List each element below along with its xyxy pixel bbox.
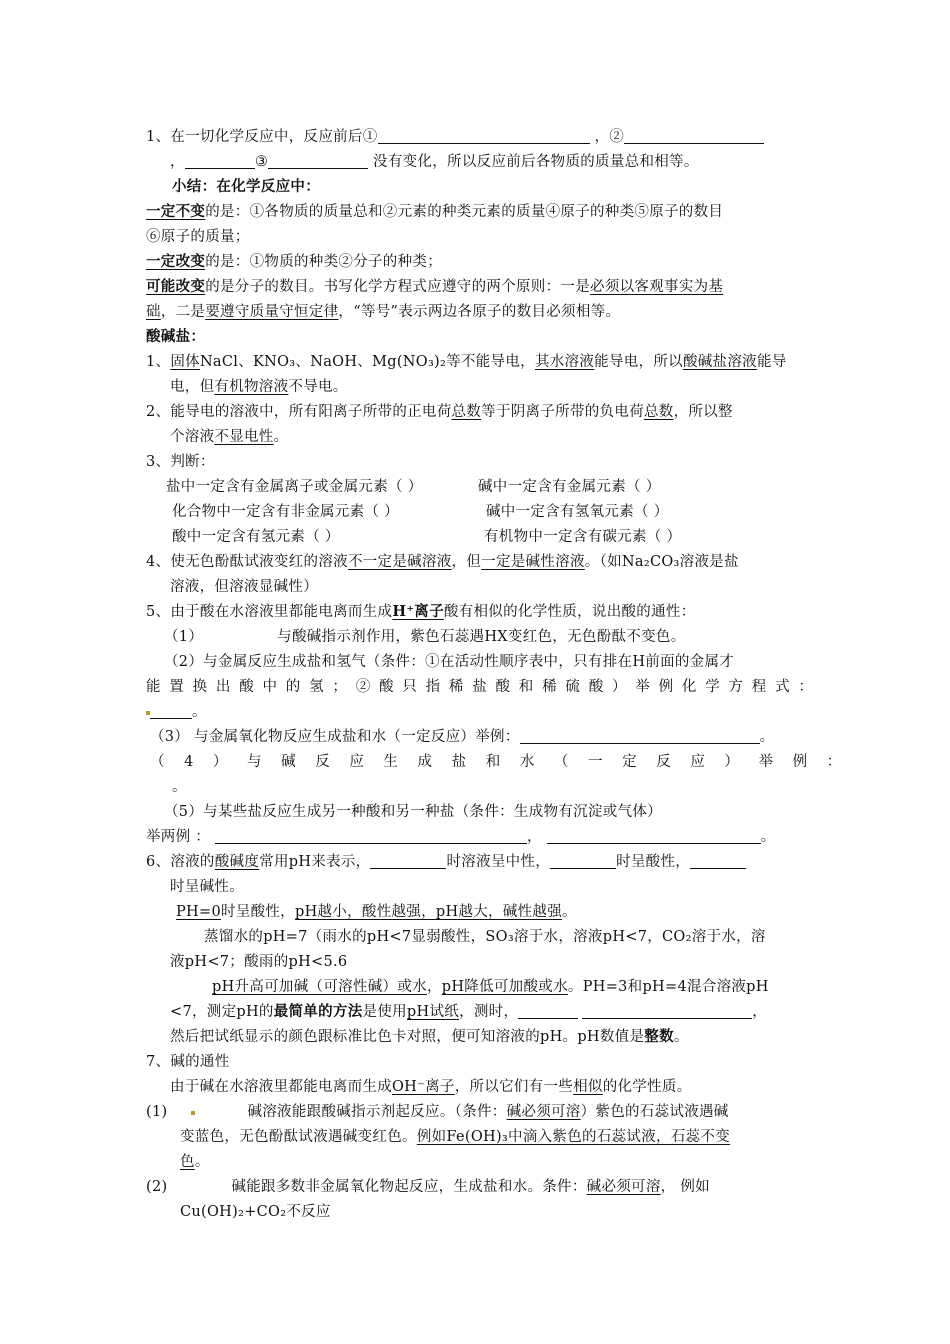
text: ， 例如 bbox=[660, 1179, 710, 1195]
item-7-1c bbox=[180, 1152, 210, 1172]
item-1 bbox=[146, 352, 787, 372]
underlined-text: 酸碱盐溶液 bbox=[682, 354, 757, 370]
text: （3） 与金属氧化物反应生成盐和水（一定反应）举例： bbox=[150, 729, 520, 745]
text: 。（如Na₂CO₃溶液是盐 bbox=[584, 554, 739, 570]
judgement-2b: 碱中一定含有氢氧元素（ ） bbox=[486, 504, 669, 520]
mark-dot bbox=[191, 1111, 195, 1115]
line-2 bbox=[170, 152, 699, 172]
blank-2[interactable] bbox=[624, 128, 764, 144]
text: 6、溶液的 bbox=[146, 854, 215, 870]
underlined-text: 固体 bbox=[170, 354, 200, 370]
text: NaCl、KNO₃、NaOH、Mg(NO₃)₂等不能导电， bbox=[199, 354, 535, 370]
underlined-text: 有机物溶液 bbox=[214, 379, 289, 395]
text: (1) bbox=[146, 1104, 168, 1120]
item-7b bbox=[170, 1077, 692, 1097]
bold-text: 整数 bbox=[644, 1028, 674, 1045]
underlined-text: 例如Fe(OH)₃中滴入紫色的石蕊试液，石蕊不变 bbox=[416, 1129, 731, 1145]
text: 能导电，所以 bbox=[594, 354, 683, 370]
text: 碱能跟多数非金属氧化物起反应，生成盐和水。条件： bbox=[231, 1179, 587, 1195]
text: 等于阴离子所带的负电荷 bbox=[481, 404, 644, 420]
text: 时呈酸性， bbox=[616, 854, 691, 870]
text: ， bbox=[527, 829, 542, 845]
summary-heading: 小结：在化学反应中： bbox=[172, 178, 320, 195]
underlined-text: pH升高可加碱（可溶性碱）或水 bbox=[212, 979, 427, 995]
text: 的是：①物质的种类②分子的种类； bbox=[205, 254, 443, 270]
item-5-5b bbox=[146, 827, 776, 847]
text: 能导 bbox=[756, 354, 787, 370]
text: 。 bbox=[194, 1154, 210, 1170]
underlined-text: 酸碱度 bbox=[214, 854, 260, 870]
text: ，测时， bbox=[459, 1004, 519, 1020]
item-7-2 bbox=[146, 1177, 710, 1197]
underlined-text: pH越小，酸性越强，pH越大，碱性越强 bbox=[294, 904, 563, 920]
blank-5-5a[interactable] bbox=[215, 828, 527, 844]
item-5-2b: 能置换出酸中的氢；②酸只指稀盐酸和稀硫酸）举例化学方程式： bbox=[146, 679, 822, 695]
item-7-1b bbox=[180, 1127, 730, 1147]
line-1 bbox=[146, 127, 764, 147]
text: ， bbox=[752, 1004, 768, 1020]
underlined-text: 总数 bbox=[451, 404, 482, 420]
section-heading: 酸碱盐： bbox=[146, 328, 206, 345]
text: 没有变化，所以反应前后各物质的质量总和相等。 bbox=[373, 154, 699, 170]
item-5-4: （4）与碱反应生成盐和水（一定反应）举例： bbox=[150, 754, 861, 770]
text: ③ bbox=[254, 154, 269, 170]
underlined-text: 其水溶液 bbox=[534, 354, 595, 370]
item-5-1 bbox=[164, 627, 686, 647]
underlined-text: H⁺离子 bbox=[392, 603, 444, 620]
text: (2) bbox=[146, 1179, 168, 1195]
text: 举两例 ： bbox=[146, 829, 211, 845]
item-5-4b: 。 bbox=[172, 779, 187, 795]
line-7 bbox=[146, 277, 723, 297]
text: 。 bbox=[562, 904, 577, 920]
text: ，② bbox=[594, 129, 625, 145]
text: 酸有相似的化学性质，说出酸的通性： bbox=[443, 604, 696, 620]
underlined-text: 相似 bbox=[573, 1079, 603, 1095]
blank-5-3[interactable] bbox=[520, 728, 760, 744]
item-4 bbox=[146, 552, 739, 572]
underlined-text: OH⁻离子 bbox=[392, 1079, 455, 1095]
text: <7，测定pH的 bbox=[170, 1004, 274, 1020]
text: 的是分子的数目。书写化学方程式应遵守的两个原则：一是 bbox=[205, 279, 591, 295]
line-5: ⑥原子的质量； bbox=[146, 229, 250, 245]
item-5 bbox=[146, 602, 696, 622]
text: 电，但 bbox=[170, 379, 215, 395]
text: 。 bbox=[273, 429, 289, 445]
underlined-text: pH试纸 bbox=[406, 1004, 460, 1020]
item-6g bbox=[170, 1002, 767, 1022]
judgement-1a: 盐中一定含有金属离子或金属元素（ ） bbox=[166, 479, 423, 495]
item-2b bbox=[170, 427, 288, 447]
text: 然后把试纸显示的颜色跟标准比色卡对照，便可知溶液的pH。pH数值是 bbox=[170, 1029, 645, 1045]
line-6 bbox=[146, 252, 442, 272]
line-4 bbox=[146, 202, 723, 222]
blank-6g-1[interactable] bbox=[518, 1003, 578, 1019]
item-6c bbox=[176, 902, 577, 922]
text: 1、 bbox=[146, 354, 171, 370]
text: 5、由于酸在水溶液里都能电离而生成 bbox=[146, 604, 393, 620]
item-5-3 bbox=[150, 727, 774, 747]
text: ，所以它们有一些 bbox=[454, 1079, 574, 1095]
underlined-text: 不一定是碱溶液 bbox=[347, 554, 452, 570]
blank-6a[interactable] bbox=[370, 853, 446, 869]
text: 的是：①各物质的质量总和②元素的种类元素的质量④原子的种类⑤原子的数目 bbox=[205, 204, 724, 220]
item-6e: 液pH<7；酸雨的pH<5.6 bbox=[170, 954, 348, 970]
item-4b: 溶液，但溶液显碱性） bbox=[170, 579, 318, 595]
judgement-3a: 酸中一定含有氢元素（ ） bbox=[172, 529, 340, 545]
item-5-2: （2）与金属反应生成盐和氢气（条件：①在活动性顺序表中，只有排在H前面的金属才 bbox=[164, 654, 735, 670]
keyword: 一定不变 bbox=[146, 203, 206, 220]
underlined-text: 碱必须可溶 bbox=[506, 1104, 581, 1120]
item-5-2c bbox=[146, 702, 207, 722]
item-7-2b: Cu(OH)₂+CO₂不反应 bbox=[180, 1204, 331, 1220]
item-6d: 蒸馏水的pH=7（雨水的pH<7显弱酸性，SO₃溶于水，溶液pH<7，CO₂溶于水，溶 bbox=[204, 929, 766, 945]
underlined-text: 色 bbox=[180, 1154, 195, 1170]
item-6h bbox=[170, 1027, 689, 1047]
text: 由于碱在水溶液里都能电离而生成 bbox=[170, 1079, 392, 1095]
text: 。 bbox=[760, 829, 776, 845]
text: 常用pH来表示， bbox=[259, 854, 371, 870]
text: ，二是 bbox=[160, 304, 206, 320]
judgement-3b: 有机物中一定含有碳元素（ ） bbox=[484, 529, 682, 545]
underlined-text: 必须以客观事实为基 bbox=[590, 279, 724, 295]
keyword: 一定改变 bbox=[146, 253, 206, 270]
text: 时溶液呈中性， bbox=[446, 854, 551, 870]
text: 的化学性质。 bbox=[602, 1079, 692, 1095]
blank-3a[interactable] bbox=[185, 153, 255, 169]
item-3: 3、判断： bbox=[146, 454, 215, 470]
text: ，但 bbox=[451, 554, 482, 570]
text: ）紫色的石蕊试液遇碱 bbox=[580, 1104, 729, 1120]
text: 4、使无色酚酞试液变红的溶液 bbox=[146, 554, 348, 570]
underlined-text: 碱必须可溶 bbox=[586, 1179, 661, 1195]
text: 变蓝色，无色酚酞试液遇碱变红色。 bbox=[180, 1129, 417, 1145]
item-7-1 bbox=[146, 1102, 729, 1122]
item-6b: 时呈碱性。 bbox=[170, 879, 244, 895]
text: 。 bbox=[192, 704, 207, 720]
judgement-1b: 碱中一定含有金属元素（ ） bbox=[478, 479, 661, 495]
judgement-2a: 化合物中一定含有非金属元素（ ） bbox=[172, 504, 399, 520]
text: ，所以整 bbox=[673, 404, 733, 420]
bold-text: 最简单的方法 bbox=[273, 1003, 363, 1020]
text: 是使用 bbox=[362, 1004, 407, 1020]
text: 碱溶液能跟酸碱指示剂起反应。（条件： bbox=[247, 1104, 507, 1120]
text: 与酸碱指示剂作用，紫色石蕊遇HX变红色，无色酚酞不变色。 bbox=[277, 629, 686, 645]
blank-5-5b[interactable] bbox=[547, 828, 761, 844]
text: （1） bbox=[164, 629, 204, 645]
underlined-text: PH=0 bbox=[176, 904, 221, 920]
blank-6c[interactable] bbox=[690, 853, 746, 869]
text: ，“等号”表示两边各原子的数目必须相等。 bbox=[338, 304, 621, 320]
text: 1、在一切化学反应中，反应前后① bbox=[146, 129, 378, 145]
item-2 bbox=[146, 402, 733, 422]
text: ， bbox=[170, 154, 185, 170]
text: 。 bbox=[759, 729, 775, 745]
blank-6g-2[interactable] bbox=[582, 1003, 752, 1019]
item-5-5: （5）与某些盐反应生成另一种酸和另一种盐（条件：生成物有沉淀或气体） bbox=[164, 804, 662, 820]
text: 时呈酸性， bbox=[220, 904, 295, 920]
underlined-text: pH降低可加酸或水 bbox=[441, 979, 568, 995]
text: 不导电。 bbox=[288, 379, 348, 395]
underlined-text: 要遵守质量守恒定律 bbox=[205, 304, 339, 320]
underlined-text: 总数 bbox=[643, 404, 674, 420]
text: ， bbox=[426, 979, 442, 995]
blank-6b[interactable] bbox=[550, 853, 616, 869]
line-8 bbox=[146, 302, 620, 322]
text: 。PH=3和pH=4混合溶液pH bbox=[567, 979, 769, 995]
underlined-text: 一定是碱性溶液 bbox=[481, 554, 585, 570]
text: 2、能导电的溶液中，所有阳离子所带的正电荷 bbox=[146, 404, 452, 420]
item-1b bbox=[170, 377, 348, 397]
keyword: 可能改变 bbox=[146, 278, 206, 295]
text: 。 bbox=[673, 1029, 689, 1045]
blank-1[interactable] bbox=[378, 128, 590, 144]
underlined-text: 础 bbox=[146, 304, 161, 320]
item-6f bbox=[212, 977, 769, 997]
blank-3b[interactable] bbox=[268, 153, 368, 169]
item-6 bbox=[146, 852, 746, 872]
blank-5-2[interactable] bbox=[150, 703, 192, 719]
underlined-text: 不显电性 bbox=[214, 429, 274, 445]
text: 个溶液 bbox=[170, 429, 215, 445]
item-7: 7、碱的通性 bbox=[146, 1054, 230, 1070]
